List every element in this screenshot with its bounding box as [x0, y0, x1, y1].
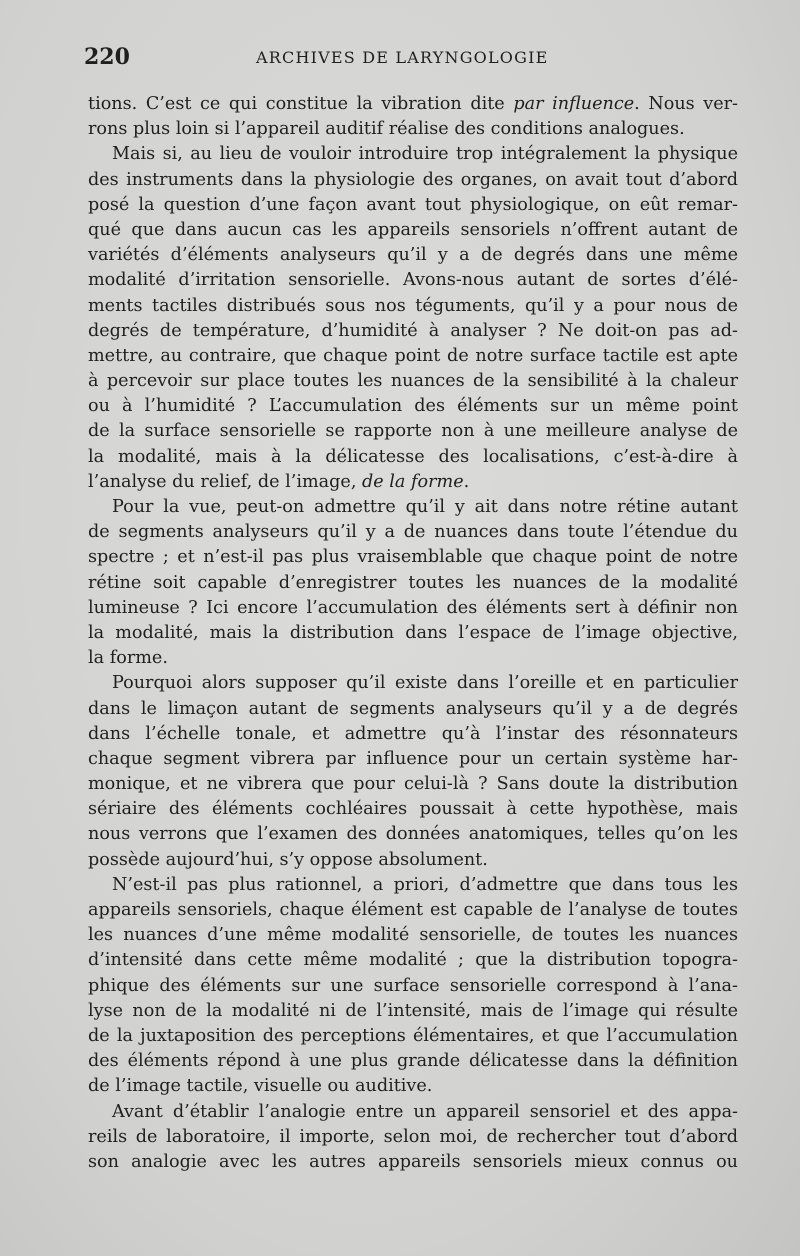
text-line: [88, 571, 738, 596]
line-text: Mais si, au lieu de vouloir introduire trop intégralement la physique: [112, 144, 738, 165]
text-line: [88, 545, 738, 570]
text-line: [88, 923, 738, 948]
text-line: [88, 772, 738, 797]
line-text: de segments analyseurs qu’il y a de nuances dans toute l’étendue du: [88, 522, 738, 543]
page-number: 220: [84, 44, 130, 70]
line-text: dans le limaçon autant de segments analyseurs qu’il y a de degrés: [88, 698, 738, 719]
text-line: [88, 873, 738, 898]
line-text: la forme.: [88, 648, 168, 669]
paragraph: [88, 1100, 738, 1176]
line-text: l’analyse du relief, de l’image,: [88, 471, 363, 492]
italic-text: de la forme: [362, 471, 464, 492]
line-text: .: [463, 471, 470, 492]
line-text: posé la question d’une façon avant tout physiologique, on eût remar-: [88, 194, 738, 215]
text-line: [88, 344, 738, 369]
text-line: [88, 621, 738, 646]
text-line: [88, 369, 738, 394]
text-line: [88, 1024, 738, 1049]
text-line: [88, 697, 738, 722]
body-text: [88, 92, 738, 1175]
text-line: [88, 898, 738, 923]
line-text: dans l’échelle tonale, et admettre qu’à l’instar des résonnateurs: [88, 723, 738, 744]
text-line: [88, 268, 738, 293]
line-text: lumineuse ? Ici encore l’accumulation des éléments sert à définir non: [88, 597, 738, 618]
line-text: tions. C’est ce qui constitue la vibration dite: [88, 94, 514, 114]
line-text: qué que dans aucun cas les appareils sensoriels n’offrent autant de: [88, 219, 738, 240]
paragraph: [88, 92, 738, 142]
text-line: [88, 1074, 738, 1099]
line-text: à percevoir sur place toutes les nuances de la sensibilité à la chaleur: [88, 371, 738, 392]
text-line: [88, 1100, 738, 1125]
line-text: de la surface sensorielle se rapporte non à une meilleure analyse de: [88, 421, 738, 442]
line-text: d’intensité dans cette même modalité ; que la distribution topogra-: [88, 950, 738, 971]
line-text: des instruments dans la physiologie des organes, on avait tout d’abord: [88, 169, 738, 190]
line-text: chaque segment vibrera par influence pour un certain système har-: [88, 748, 738, 769]
text-line: [88, 671, 738, 696]
text-line: [88, 218, 738, 243]
paragraph: [88, 671, 738, 873]
line-text: Avant d’établir l’analogie entre un appareil sensoriel et des appa-: [112, 1101, 738, 1122]
line-text: ments tactiles distribués sous nos téguments, qu’il y a pour nous de: [88, 295, 738, 316]
line-text: spectre ; et n’est-il pas plus vraisemblable que chaque point de notre: [88, 547, 738, 568]
paragraph: [88, 142, 738, 495]
text-line: [88, 1125, 738, 1150]
line-text: lyse non de la modalité ni de l’intensité, mais de l’image qui résulte: [88, 1000, 738, 1021]
line-text: ou à l’humidité ? L’accumulation des éléments sur un même point: [88, 396, 738, 417]
line-text: Pour la vue, peut-on admettre qu’il y ait dans notre rétine autant: [112, 497, 738, 517]
text-line: [88, 117, 738, 142]
text-line: [88, 495, 738, 520]
line-text: sériaire des éléments cochléaires poussait à cette hypothèse, mais: [88, 799, 738, 820]
page-header: [84, 44, 744, 74]
text-line: [88, 1150, 738, 1175]
text-line: [88, 193, 738, 218]
line-text: possède aujourd’hui, s’y oppose absolument.: [88, 849, 488, 870]
text-line: [88, 445, 738, 470]
text-line: [88, 797, 738, 822]
line-text: N’est-il pas plus rationnel, a priori, d’admettre que dans tous les: [112, 874, 738, 895]
text-line: [88, 168, 738, 193]
line-text: appareils sensoriels, chaque élément est capable de l’analyse de toutes: [88, 900, 738, 920]
line-text: modalité d’irritation sensorielle. Avons-nous autant de sortes d’élé-: [88, 270, 738, 291]
line-text: Pourquoi alors supposer qu’il existe dans l’oreille et en particulier: [112, 673, 738, 694]
line-text: rétine soit capable d’enregistrer toutes les nuances de la modalité: [88, 572, 738, 593]
line-text: monique, et ne vibrera que pour celui-là ? Sans doute la distribution: [88, 774, 738, 795]
italic-text: par influence: [513, 94, 635, 114]
line-text: de l’image tactile, visuelle ou auditive.: [88, 1076, 433, 1097]
line-text: reils de laboratoire, il importe, selon moi, de rechercher tout d’abord: [88, 1126, 738, 1147]
running-head: ARCHIVES DE LARYNGOLOGIE: [256, 48, 549, 67]
line-text: . Nous ver-: [634, 94, 738, 114]
line-text: variétés d’éléments analyseurs qu’il y a de degrés dans une même: [88, 245, 738, 266]
line-text: nous verrons que l’examen des données anatomiques, telles qu’on les: [88, 824, 738, 845]
line-text: la modalité, mais la distribution dans l’espace de l’image objective,: [88, 622, 738, 643]
paragraph: [88, 873, 738, 1100]
line-text: son analogie avec les autres appareils sensoriels mieux connus ou: [88, 1151, 738, 1172]
text-line: [88, 520, 738, 545]
text-line: [88, 243, 738, 268]
paragraph: [88, 495, 738, 671]
text-line: [88, 974, 738, 999]
text-line: [88, 92, 738, 117]
text-line: [88, 747, 738, 772]
text-line: [88, 722, 738, 747]
text-line: [88, 294, 738, 319]
text-line: [88, 394, 738, 419]
line-text: les nuances d’une même modalité sensorielle, de toutes les nuances: [88, 925, 738, 946]
text-line: [88, 999, 738, 1024]
line-text: des éléments répond à une plus grande délicatesse dans la définition: [88, 1051, 738, 1072]
text-line: [88, 822, 738, 847]
text-line: [88, 596, 738, 621]
line-text: degrés de température, d’humidité à analyser ? Ne doit-on pas ad-: [88, 320, 738, 341]
line-text: de la juxtaposition des perceptions élémentaires, et que l’accumulation: [88, 1025, 738, 1046]
line-text: rons plus loin si l’appareil auditif réalise des conditions analogues.: [88, 119, 685, 140]
text-line: [88, 470, 738, 495]
line-text: phique des éléments sur une surface sensorielle correspond à l’ana-: [88, 975, 738, 996]
text-line: [88, 419, 738, 444]
text-line: [88, 848, 738, 873]
line-text: mettre, au contraire, que chaque point de notre surface tactile est apte: [88, 345, 738, 366]
text-line: [88, 1049, 738, 1074]
text-line: [88, 646, 738, 671]
text-line: [88, 142, 738, 167]
line-text: la modalité, mais à la délicatesse des localisations, c’est-à-dire à: [88, 446, 738, 467]
text-line: [88, 948, 738, 973]
text-line: [88, 319, 738, 344]
